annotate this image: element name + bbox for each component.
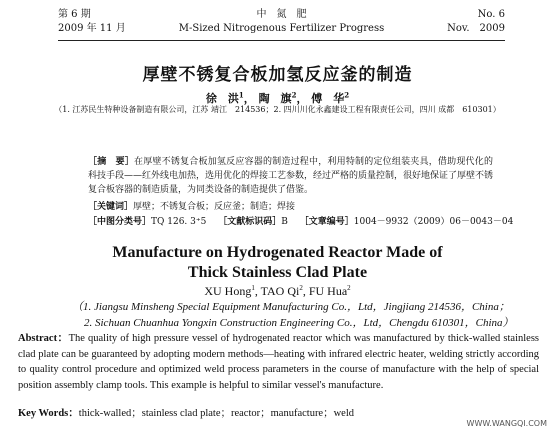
cn-author: 陶 旗 [258, 92, 292, 105]
en-abstract [18, 331, 539, 393]
header-center [58, 8, 505, 36]
cn-title: 厚壁不锈复合板加氢反应釜的制造 [142, 65, 413, 85]
en-keywords [18, 407, 539, 421]
cn-abstract [88, 155, 493, 197]
en-keywords-label: Key Words： [18, 408, 79, 419]
cn-abstract-text: 在厚壁不锈复合板加氢反应容器的制造过程中，利用特制的定位组装夹具，借助现代化的科技手段——红外线电加热，选用优化的焊接工艺参数，经过严格的质量控制，很好地保证了厚壁不锈复合板容器的制造质量，为同类设备的制造提供了借鉴。 [88, 157, 494, 195]
en-affiliation [72, 299, 525, 331]
running-header [58, 8, 505, 42]
doc-value: B [281, 217, 288, 227]
date-en: Nov. 2009 [447, 23, 505, 34]
en-abstract-label: Abstract： [18, 333, 69, 344]
en-author-sup: 2 [347, 284, 351, 292]
en-affil-1: （1. Jiangsu Minsheng Special Equipment Manufacturing Co.，Ltd，Jingjiang 214536，China； [72, 301, 510, 313]
en-author: TAO Qi [260, 284, 300, 298]
cn-author-sup: 2 [344, 90, 350, 100]
en-author: FU Hua [308, 284, 348, 298]
en-authors: XU Hong$^1$, TAO Qi$^2$, FU Hua$^2$ [204, 284, 351, 298]
class-value: TQ 126. 3⁺5 [151, 217, 207, 227]
watermark: WWW.WANGQI.COM [466, 419, 547, 428]
article-value: 1004－9932（2009）06－0043－04 [353, 217, 514, 227]
cn-author-sup: 2 [291, 90, 297, 100]
cn-author-sup: 1 [238, 90, 244, 100]
cn-authors: 徐 洪$^1$， 陶 旗$^2$， 傅 华$^2$ [205, 90, 350, 105]
cn-author: 徐 洪 [205, 92, 239, 105]
journal-cn: 中 氮 肥 [256, 9, 307, 20]
journal-en: M-Sized Nitrogenous Fertilizer Progress [178, 23, 385, 34]
cn-classification [88, 215, 514, 229]
en-abstract-text: The quality of high pressure vessel of hydrogenated reactor which was manufactured by thick-walled stainless clad plate can be guaranteed by adopting modern methods—heating with infrared electric heater, welding strictly according to quality control procedure and optimized weld process parameters in the course of manufacture with the help of special position assembly clamp tools. This example is helpful to similar vessel's manufacture. [18, 333, 539, 391]
doc-label: ［文献标识码］ [218, 217, 282, 227]
article-label: ［文章编号］ [299, 217, 354, 227]
en-author-sup: 2 [299, 284, 303, 292]
issue-cn: 第 6 期 [58, 9, 91, 20]
en-affil-2: 2. Sichuan Chuanhua Yongxin Construction Engineering Co.，Ltd，Chengdu 610301，China） [84, 317, 514, 329]
cn-keywords-text: 厚壁；不锈复合板；反应釜；制造；焊接 [133, 202, 296, 212]
cn-keywords [88, 200, 493, 214]
en-title [0, 243, 555, 283]
cn-abstract-label: ［摘 要］ [88, 157, 135, 167]
date-cn: 2009 年 11 月 [58, 23, 126, 34]
en-author-sup: 1 [251, 284, 255, 292]
en-keywords-text: thick-walled；stainless clad plate；reactor；manufacture；weld [78, 408, 355, 419]
cn-keywords-label: ［关键词］ [88, 202, 134, 212]
cn-affiliation: （1. 江苏民生特种设备制造有限公司，江苏 靖江 214536；2. 四川川化永鑫建设工程有限责任公司，四川 成都 610301） [54, 105, 501, 114]
en-title-line2: Thick Stainless Clad Plate [187, 264, 368, 281]
class-label: ［中图分类号］ [88, 217, 152, 227]
cn-author: 傅 华 [311, 92, 345, 105]
header-right [447, 8, 505, 36]
issue-en: No. 6 [477, 9, 505, 20]
header-rule [58, 40, 505, 41]
en-title-line1: Manufacture on Hydrogenated Reactor Made of [112, 244, 443, 261]
en-author: XU Hong [204, 284, 252, 298]
